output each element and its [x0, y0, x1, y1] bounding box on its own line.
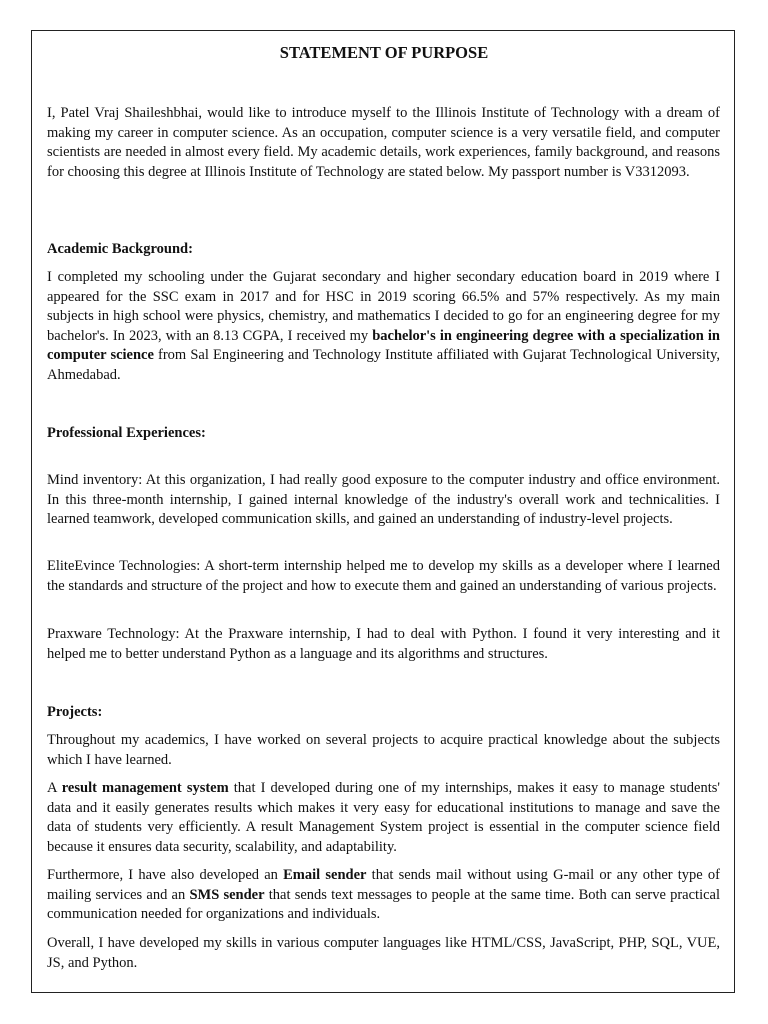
- sender-text-c: that sends text messages to people at the same time. Both can serve practical communication needed for organizations and individuals.: [47, 886, 721, 922]
- mind-inventory-paragraph: Mind inventory: At this organization, I had really good exposure to the computer industry and office environment. In this three-month internship, I gained internal knowledge of the industry's overall work and technicalities. I learned teamwork, developed communication skills, and gained an understanding of industry-level projects.: [47, 472, 720, 527]
- skills-paragraph: Overall, I have developed my skills in various computer languages like HTML/CSS, JavaScript, PHP, SQL, VUE, JS, and Python.: [47, 935, 720, 971]
- academic-heading: Academic Background:: [47, 241, 193, 257]
- professional-heading: Professional Experiences:: [47, 425, 206, 441]
- sender-paragraph: [47, 866, 720, 925]
- email-sender-bold: Email sender: [283, 867, 367, 883]
- sender-text-b: that sends mail without using G-mail or any other type of mailing services and an: [47, 867, 721, 903]
- praxware-paragraph: Praxware Technology: At the Praxware internship, I had to deal with Python. I found it very interesting and it helped me to better understand Python as a language and its algorithms and structures.: [47, 626, 720, 662]
- result-text-c: that I developed during one of my internships, makes it easy to manage students' data and it easily generates results which makes it very easy for educational institutions to manage and save the data of students very efficiently. A result Management System project is essential in the computer science field because it ensures data security, scalability, and adaptability.: [47, 780, 720, 855]
- intro-paragraph: I, Patel Vraj Shaileshbhai, would like to introduce myself to the Illinois Institute of Technology with a dream of making my career in computer science. As an occupation, computer science is a very versatile field, and computer scientists are needed in almost every field. My academic details, work experiences, family background, and reasons for choosing this degree at Illinois Institute of Technology are stated below. My passport number is V3312093.: [47, 105, 720, 180]
- result-text-a: A: [47, 780, 62, 796]
- academic-text-a: I completed my schooling under the Gujarat secondary and higher secondary education board in 2019 where I appeared for the SSC exam in 2017 and for HSC in 2019 scoring 66.5% and 57% respectively. As my main subjects in high school were physics, chemistry, and mathematics I decided to go for an engineering degree for my bachelor's. In 2023, with an 8.13 CGPA, I received my: [47, 269, 720, 344]
- result-system-paragraph: [47, 779, 720, 857]
- sms-sender-bold: SMS sender: [189, 886, 265, 903]
- projects-intro-paragraph: Throughout my academics, I have worked on several projects to acquire practical knowledge about the subjects which I have learned.: [47, 732, 720, 768]
- academic-paragraph: [47, 268, 720, 385]
- academic-degree-bold: bachelor's in engineering degree with a specialization in computer science: [47, 327, 720, 363]
- document-title: STATEMENT OF PURPOSE: [279, 43, 489, 62]
- sender-text-a: Furthermore, I have also developed an: [47, 867, 284, 883]
- academic-text-c: from Sal Engineering and Technology Institute affiliated with Gujarat Technological University, Ahmedabad.: [47, 347, 720, 383]
- result-system-bold: result management system: [61, 780, 229, 796]
- projects-heading: Projects:: [47, 704, 103, 720]
- eliteevince-paragraph: EliteEvince Technologies: A short-term internship helped me to develop my skills as a developer where I learned the standards and structure of the project and how to execute them and gained an understanding of various projects.: [47, 558, 720, 594]
